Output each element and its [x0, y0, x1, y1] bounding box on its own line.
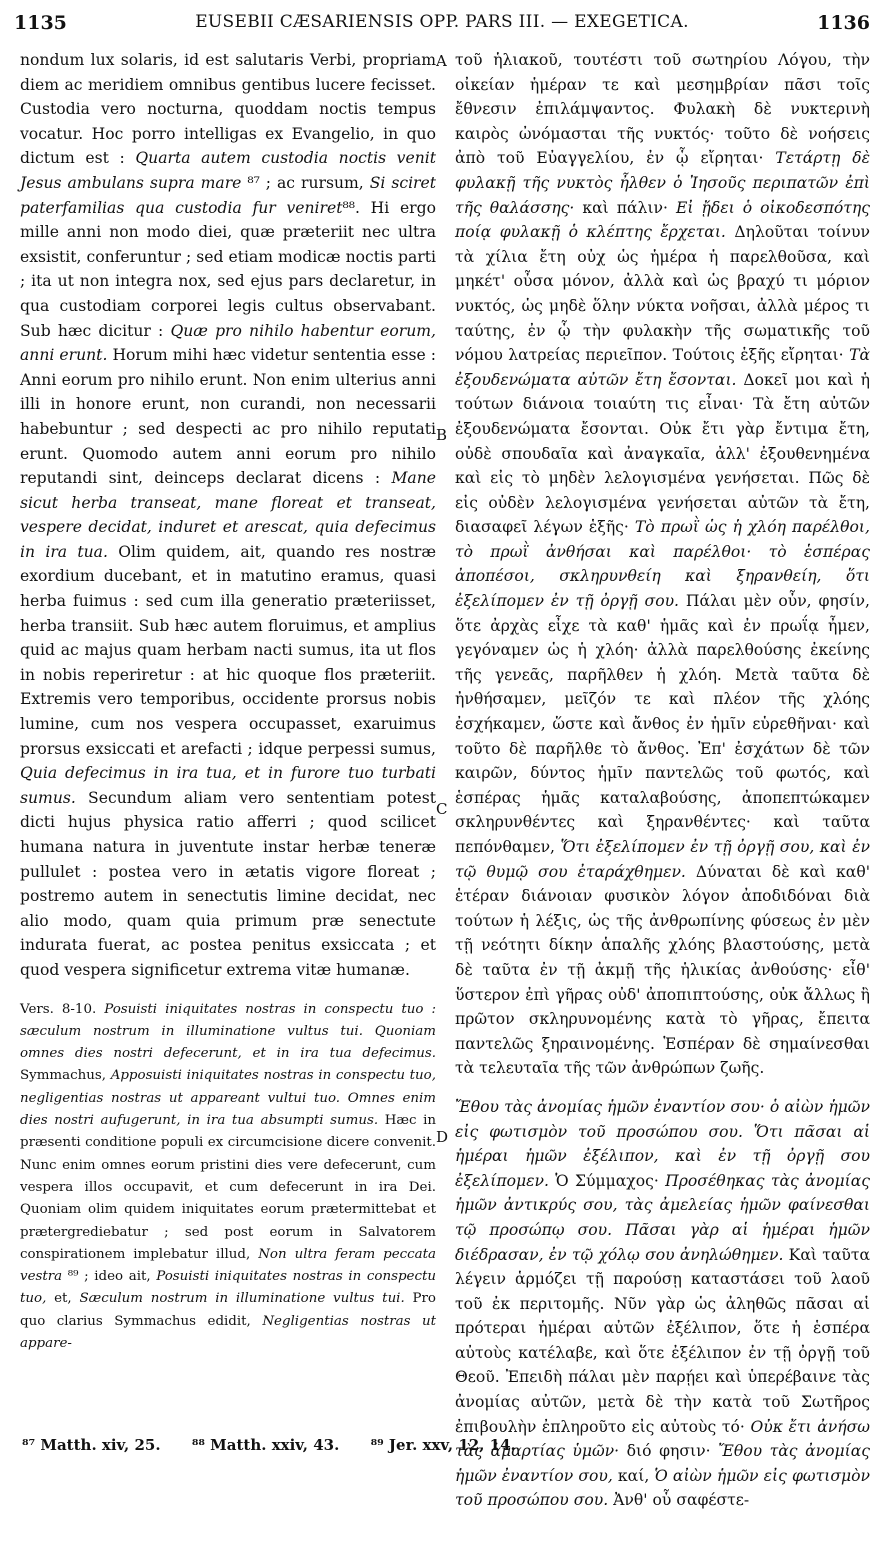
- text-run: et,: [46, 1291, 80, 1307]
- italic-run: Ἔθου τὰς ἀνομίας ἡμῶν ἐναντίον σου,: [455, 1442, 871, 1485]
- text-run: καί,: [612, 1466, 655, 1485]
- text-run: διό φησιν·: [619, 1442, 719, 1461]
- italic-run: Προσέθηκας τὰς ἀνομίας ἡμῶν ἀντικρύς σου, τὰς ἀμελείας ἡμῶν φαίνεσθαι τῷ προσώπῳ σου. Πᾶσαι γὰρ αἱ ἡμέραι ἡμῶν διέδρασαν, ἐν τῷ χόλῳ σου ἀνηλώθημεν.: [455, 1171, 870, 1264]
- italic-run: Τὸ πρωῒ ὡς ἡ χλόη παρέλθοι, τὸ πρωῒ ἀνθήσαι καὶ παρέλθοι· τὸ ἑσπέρας ἀποπέσοι, σκληρυνθείη καὶ ξηρανθείη, ὅτι ἐξελίπομεν ἐν τῇ ὀργῇ σου.: [455, 518, 870, 611]
- greek-column: [455, 48, 870, 1513]
- page-header: [14, 10, 870, 36]
- footnote-89: ⁸⁹ Jer. xxv, 12, 14.: [370, 1436, 516, 1454]
- text-run: Vers. 8-10.: [20, 1001, 105, 1017]
- text-run: Hæc in præsenti conditione populi ex circumcisione dicere convenit. Nunc enim omnes eorum pristini dies vere defecerunt, cum vespera illos occupavit, et cum defecerunt in ira Dei. Quoniam olim quidem iniquitates eorum prætermittebat et prætergrediebatur ; sed post eorum in Salvatorem conspirationem implebatur illud,: [20, 1113, 436, 1262]
- greek-paragraph-1: [455, 48, 870, 1081]
- margin-marker-b: B: [436, 426, 448, 444]
- latin-paragraph-1: [20, 48, 436, 983]
- italic-run: Non ultra feram peccata vestra: [20, 1246, 436, 1285]
- margin-marker-a: A: [436, 52, 447, 70]
- italic-run: Ὅτι ἐξελίπομεν ἐν τῇ ὀργῇ σου, καὶ ἐν τῷ θυμῷ σου ἐταράχθημεν.: [455, 838, 871, 881]
- text-run: Symmachus,: [20, 1068, 111, 1084]
- running-title: EUSEBII CÆSARIENSIS OPP. PARS III. — EXEGETICA.: [195, 12, 689, 32]
- text-run: Secundum aliam vero sententiam potest dicti hujus physica ratio afferri ; quod scilicet humana natura in juventute instar herbæ teneræ pullulet : postea vero in ætatis vigore floreat ; postremo autem in senectutis limine decidat, nec alio modo, quam quia primum præ senectute indurata fuerat, ac postea penitus exsiccata ; et quod vespera significetur extrema vitæ humanæ.: [20, 788, 436, 979]
- footnotes: [22, 1436, 542, 1454]
- text-run: καὶ πάλιν·: [574, 198, 677, 217]
- italic-run: Apposuisti iniquitates nostras in conspectu tuo, negligentias nostras ut appareant vultui tuo. Omnes enim dies nostri aufugerunt, in ira tua absumpti sumus.: [20, 1068, 437, 1129]
- italic-run: Negligentias nostras ut appare-: [20, 1313, 436, 1352]
- footnote-87: ⁸⁷ Matth. xiv, 25.: [22, 1436, 161, 1454]
- italic-run: Quia defecimus in ira tua, et in furore tuo turbati sumus.: [20, 764, 436, 807]
- text-run: Δοκεῖ μοι καὶ ἡ τούτων διάνοια τοιαύτη τις εἶναι· Τὰ ἔτη αὐτῶν ἐξουδενώματα ἔσονται. Οὐκ ἔτι γὰρ ἔντιμα ἔτη, οὐδὲ σπουδαῖα καὶ ἀναγκαῖα, ἀλλ' ἐξουθενημένα καὶ εἰς τὸ μηδὲν λελογισμένα γενήσεται. Πῶς δὲ εἰς οὐδὲν λελογισμένα γενήσεται αὐτῶν τὰ ἔτη, διασαφεῖ λέγων ἑξῆς·: [455, 370, 870, 537]
- text-run: nondum lux solaris, id est salutaris Verbi, propriam diem ac meridiem omnibus gentibus lucere fecisset. Custodia vero nocturna, quoddam noctis tempus vocatur. Hoc porro intelligas ex Evangelio, in quo dictum est :: [20, 51, 436, 168]
- italic-run: Posuisti iniquitates nostras in conspectu tuo : sæculum nostrum in illuminatione vultus tui. Quoniam omnes dies nostri defecerunt, et in ira tua defecimus.: [20, 1001, 436, 1062]
- text-run: Δύναται δὲ καὶ καθ' ἑτέραν διάνοιαν φυσικὸν λόγον ἀποδιδόναι διὰ τούτων ἡ λέξις, ὡς τῆς ἀνθρωπίνης φύσεως ἐν μὲν τῇ νεότητι δίκην ἁπαλῆς χλόης βλαστούσης, μετὰ δὲ ταῦτα ἐν τῇ ἀκμῇ τῆς ἡλικίας ἀνθούσης· εἶθ' ὕστερον ἐπὶ γῆρας οὐδ' ἀποπιπτούσης, οὐκ ἄλλως ἢ πρῶτον σκληρυνομένης κατὰ τὸ γῆρας, ἔπειτα παντελῶς ξηραινομένης. Ἑσπέραν δὲ σημαίνεσθαι τὰ τελευταῖα τῆς τῶν ἀνθρώπων ζωῆς.: [455, 862, 870, 1078]
- text-run: ⁸⁷ ; ac rursum,: [241, 173, 370, 192]
- italic-run: Ἔθου τὰς ἀνομίας ἡμῶν ἐναντίον σου· ὁ αἰὼν ἡμῶν εἰς φωτισμὸν τοῦ προσώπου σου. Ὅτι πᾶσαι αἱ ἡμέραι ἡμῶν ἐξέλιπον, καὶ ἐν τῇ ὀργῇ σου ἐξελίπομεν.: [455, 1097, 870, 1190]
- italic-run: Quarta autem custodia noctis venit Jesus ambulans supra mare: [20, 149, 437, 192]
- text-run: Olim quidem, ait, quando res nostræ exordium ducebant, et in matutino eramus, quasi herba fuimus : sed cum illa generatio præteriisset, herba transiit. Sub hæc autem floruimus, et amplius quid ac majus quam herbam nacti sumus, ita ut flos in nobis reperiretur : at hic quoque flos præteriit. Extremis vero temporibus, occidente prorsus nobis lumine, cum nos vespera occupasset, exaruimus prorsus exsiccati et arefacti ; idque perpessi sumus,: [20, 542, 436, 758]
- text-run: Pro quo clarius Symmachus edidit,: [20, 1291, 436, 1329]
- latin-paragraph-2: [20, 999, 436, 1356]
- text-run: Καὶ ταῦτα λέγειν ἁρμόζει τῇ παρούσῃ καταστάσει τοῦ λαοῦ τοῦ ἐκ περιτομῆς. Νῦν γὰρ ὡς ἀληθῶς πᾶσαι αἱ πρότεραι ἡμέραι αὐτῶν ἐξέλιπον, ὅτε ἡ ἑσπέρα αὐτοὺς κατέλαβε, καὶ ὅτε ἐξέλιπον ἐν τῇ ὀργῇ τοῦ Θεοῦ. Ἐπειδὴ πάλαι μὲν παρῄει καὶ ὑπερέβαινε τὰς ἀνομίας αὐτῶν, μετὰ δὲ τὴν κατὰ τοῦ Σωτῆρος ἐπιβουλὴν ἐπληροῦτο εἰς αὐτοὺς τό·: [455, 1245, 870, 1436]
- text-run: Ἀνθ' οὗ σαφέστε-: [608, 1491, 750, 1510]
- right-column-number: 1136: [817, 12, 870, 34]
- italic-run: Ὁ αἰὼν ἡμῶν εἰς φωτισμὸν τοῦ προσώπου σου.: [455, 1466, 870, 1510]
- italic-run: Sæculum nostrum in illuminatione vultus tui.: [79, 1291, 405, 1307]
- margin-marker-c: C: [436, 800, 448, 818]
- italic-run: Τὰ ἐξουδενώματα αὐτῶν ἔτη ἔσονται.: [455, 346, 870, 389]
- margin-marker-d: D: [436, 1128, 449, 1146]
- italic-run: Οὐκ ἔτι ἀνήσω τὰς ἁμαρτίας ὑμῶν·: [455, 1417, 870, 1461]
- text-run: Horum mihi hæc videtur sententia esse : Anni eorum pro nihilo erunt. Non enim ulterius anni illi in honore erunt, non curandi, non necessarii habebuntur ; sed despecti ac pro nihilo reputati erunt. Quomodo autem anni eorum pro nihilo reputandi sint, deinceps declarat dicens :: [20, 346, 436, 488]
- text-run: Ὁ Σύμμαχος·: [548, 1171, 666, 1190]
- text-run: ⁸⁸. Hi ergo mille anni non modo diei, quæ præteriit nec ultra exsistit, conferuntur ; sed etiam modicæ noctis parti ; ita ut non integra nox, sed ejus pars declaretur, in qua custodiam corporei legis cultus observabant. Sub hæc dicitur :: [20, 198, 436, 340]
- italic-run: Si sciret paterfamilias qua custodia fur veniret: [20, 173, 437, 217]
- text-run: τοῦ ἡλιακοῦ, τουτέστι τοῦ σωτηρίου Λόγου, τὴν οἰκείαν ἡμέραν τε καὶ μεσημβρίαν πᾶσι τοῖς ἔθνεσιν ἐπιλάμψαντος. Φυλακὴ δὲ νυκτερινὴ καιρὸς ὠνόμασται τῆς νυκτός· τοῦτο δὲ νοήσεις ἀπὸ τοῦ Εὐαγγελίου, ἐν ᾧ εἴρηται·: [455, 51, 870, 168]
- footnote-88: ⁸⁸ Matth. xxiv, 43.: [191, 1436, 340, 1454]
- text-run: Δηλοῦται τοίνυν τὰ χίλια ἔτη οὐχ ὡς ἡμέρα ἡ παρελθοῦσα, καὶ μηκέτ' οὖσα μόνον, ἀλλὰ καὶ ὡς βραχύ τι μόριον νυκτός, ὡς μηδὲ ὅλην νύκτα νοῆσαι, ἀλλὰ μέρος τι ταύτης, ἐν ᾧ τὴν φυλακὴν τῆς σωματικῆς τοῦ νόμου λατρείας περιεῖπον. Τούτοις ἑξῆς εἴρηται·: [455, 223, 870, 365]
- text-run: ⁸⁹ ; ideo ait,: [62, 1269, 157, 1285]
- italic-run: Τετάρτῃ δὲ φυλακῇ τῆς νυκτὸς ἦλθεν ὁ Ἰησοῦς περιπατῶν ἐπὶ τῆς θαλάσσης·: [455, 149, 870, 217]
- text-run: Πάλαι μὲν οὖν, φησίν, ὅτε ἀρχὰς εἶχε τὰ καθ' ἡμᾶς καὶ ἐν πρωΐᾳ ἦμεν, γεγόναμεν ὡς ἡ χλόη· ἀλλὰ παρελθούσης ἐκείνης τῆς γενεᾶς, παρῆλθεν ἡ χλόη. Μετὰ ταῦτα δὲ ἠνθήσαμεν, μεῖζόν τε καὶ πλέον τῆς χλόης ἐσχήκαμεν, ὥστε καὶ ἄνθος ἐν ἡμῖν εὑρεθῆναι· καὶ τοῦτο δὲ παρῆλθε τὸ ἄνθος. Ἐπ' ἐσχάτων δὲ τῶν καιρῶν, δύντος ἡμῖν παντελῶς τοῦ φωτός, καὶ ἑσπέρας ἡμᾶς καταλαβούσης, ἀποπεπτώκαμεν σκληρυνθέντες καὶ ξηρανθέντες· καὶ ταῦτα πεπόνθαμεν,: [455, 592, 870, 856]
- italic-run: Εἰ ᾔδει ὁ οἰκοδεσπότης ποίᾳ φυλακῇ ὁ κλέπτης ἔρχεται.: [455, 198, 870, 242]
- italic-run: Mane sicut herba transeat, mane floreat et transeat, vespere decidat, induret et arescat, quia defecimus in ira tua.: [20, 469, 436, 561]
- left-column-number: 1135: [14, 12, 67, 34]
- latin-column: [20, 48, 436, 1355]
- italic-run: Quæ pro nihilo habentur eorum, anni erunt.: [20, 321, 436, 365]
- italic-run: Posuisti iniquitates nostras in conspectu tuo,: [20, 1269, 436, 1307]
